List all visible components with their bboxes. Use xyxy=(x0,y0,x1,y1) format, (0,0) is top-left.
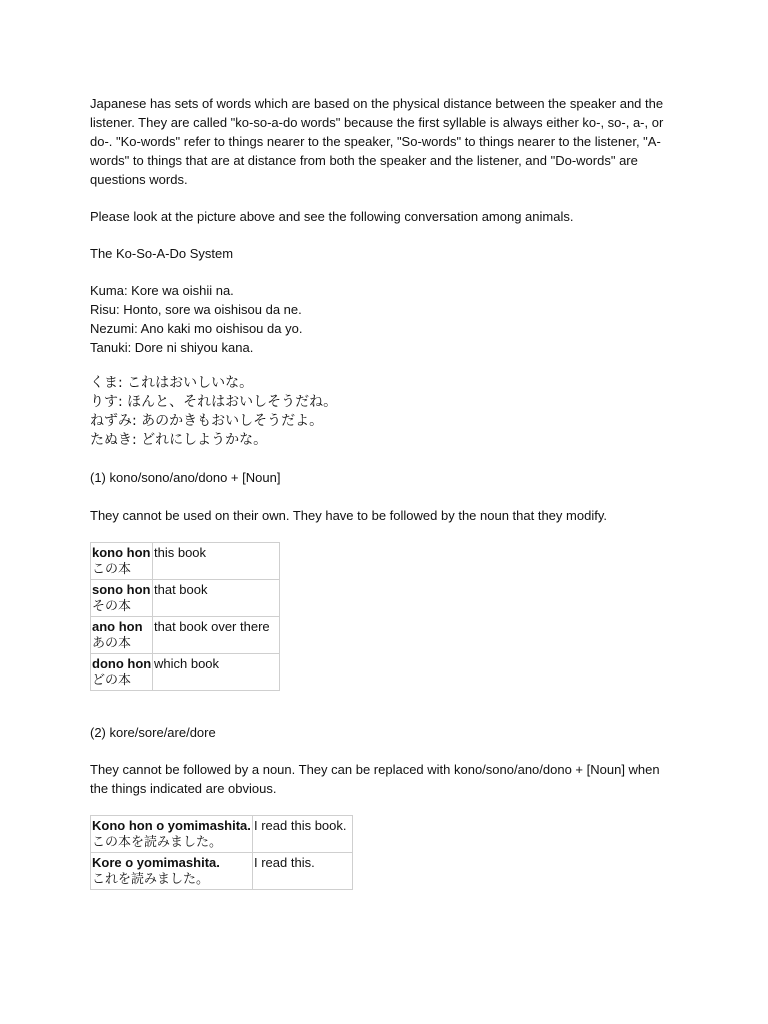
table-cell xyxy=(91,617,153,654)
table-cell xyxy=(91,543,153,580)
intro-paragraph: Japanese has sets of words which are based on the physical distance between the speaker and the listener. They are called "ko-so-a-do words" because the first syllable is always either ko-, so-, a-, or do-. "Ko-words" refer to things nearer to the speaker, "So-words" to things nearer to the listener, "A-words" to things that are at distance from both the speaker and the listener, and "Do-words" are questions words. xyxy=(90,96,664,187)
romaji-term: ano hon xyxy=(92,619,143,634)
romaji-term: sono hon xyxy=(92,582,151,597)
demonstrative-adjective-table xyxy=(90,542,280,691)
dialogue-line-romaji: Nezumi: Ano kaki mo oishisou da yo. xyxy=(90,321,303,336)
table-cell xyxy=(91,580,153,617)
romaji-term: kono hon xyxy=(92,545,151,560)
section2-description: They cannot be followed by a noun. They can be replaced with kono/sono/ano/dono + [Noun] when the things indicated are obvious. xyxy=(90,762,660,796)
meaning-cell: this book xyxy=(153,543,280,580)
japanese-sentence: これを読みました。 xyxy=(92,872,210,887)
table-row xyxy=(91,580,280,617)
japanese-term: あの本 xyxy=(92,636,132,651)
section1-description: They cannot be used on their own. They have to be followed by the noun that they modify. xyxy=(90,508,607,523)
dialogue-line-romaji: Tanuki: Dore ni shiyou kana. xyxy=(90,340,254,355)
dialogue-line-japanese: たぬき: どれにしようかな。 xyxy=(90,432,268,448)
meaning-cell: that book over there xyxy=(153,617,280,654)
instruction-text: Please look at the picture above and see the following conversation among animals. xyxy=(90,209,574,224)
demonstrative-pronoun-table xyxy=(90,815,353,890)
meaning-cell: that book xyxy=(153,580,280,617)
section1-heading: (1) kono/sono/ano/dono + [Noun] xyxy=(90,470,281,485)
dialogue-line-romaji: Risu: Honto, sore wa oishisou da ne. xyxy=(90,302,302,317)
table-cell xyxy=(91,853,253,890)
section-title: The Ko-So-A-Do System xyxy=(90,246,234,261)
dialogue-line-romaji: Kuma: Kore wa oishii na. xyxy=(90,283,234,298)
meaning-cell: I read this. xyxy=(253,853,353,890)
table-cell xyxy=(91,654,153,691)
japanese-term: その本 xyxy=(92,599,132,614)
table-cell xyxy=(91,816,253,853)
section2-heading: (2) kore/sore/are/dore xyxy=(90,725,216,740)
table-row xyxy=(91,654,280,691)
japanese-term: この本 xyxy=(92,562,132,577)
japanese-term: どの本 xyxy=(92,673,132,688)
romaji-term: dono hon xyxy=(92,656,152,671)
table-row xyxy=(91,543,280,580)
meaning-cell: I read this book. xyxy=(253,816,353,853)
meaning-cell: which book xyxy=(153,654,280,691)
romaji-sentence: Kono hon o yomimashita. xyxy=(92,818,251,833)
dialogue-line-japanese: くま: これはおいしいな。 xyxy=(90,375,254,391)
table-row xyxy=(91,816,353,853)
japanese-sentence: この本を読みました。 xyxy=(92,835,223,850)
dialogue-line-japanese: りす: ほんと、それはおいしそうだね。 xyxy=(90,394,338,410)
table-row xyxy=(91,853,353,890)
romaji-sentence: Kore o yomimashita. xyxy=(92,855,220,870)
table-row xyxy=(91,617,280,654)
dialogue-line-japanese: ねずみ: あのかきもおいしそうだよ。 xyxy=(90,413,324,429)
